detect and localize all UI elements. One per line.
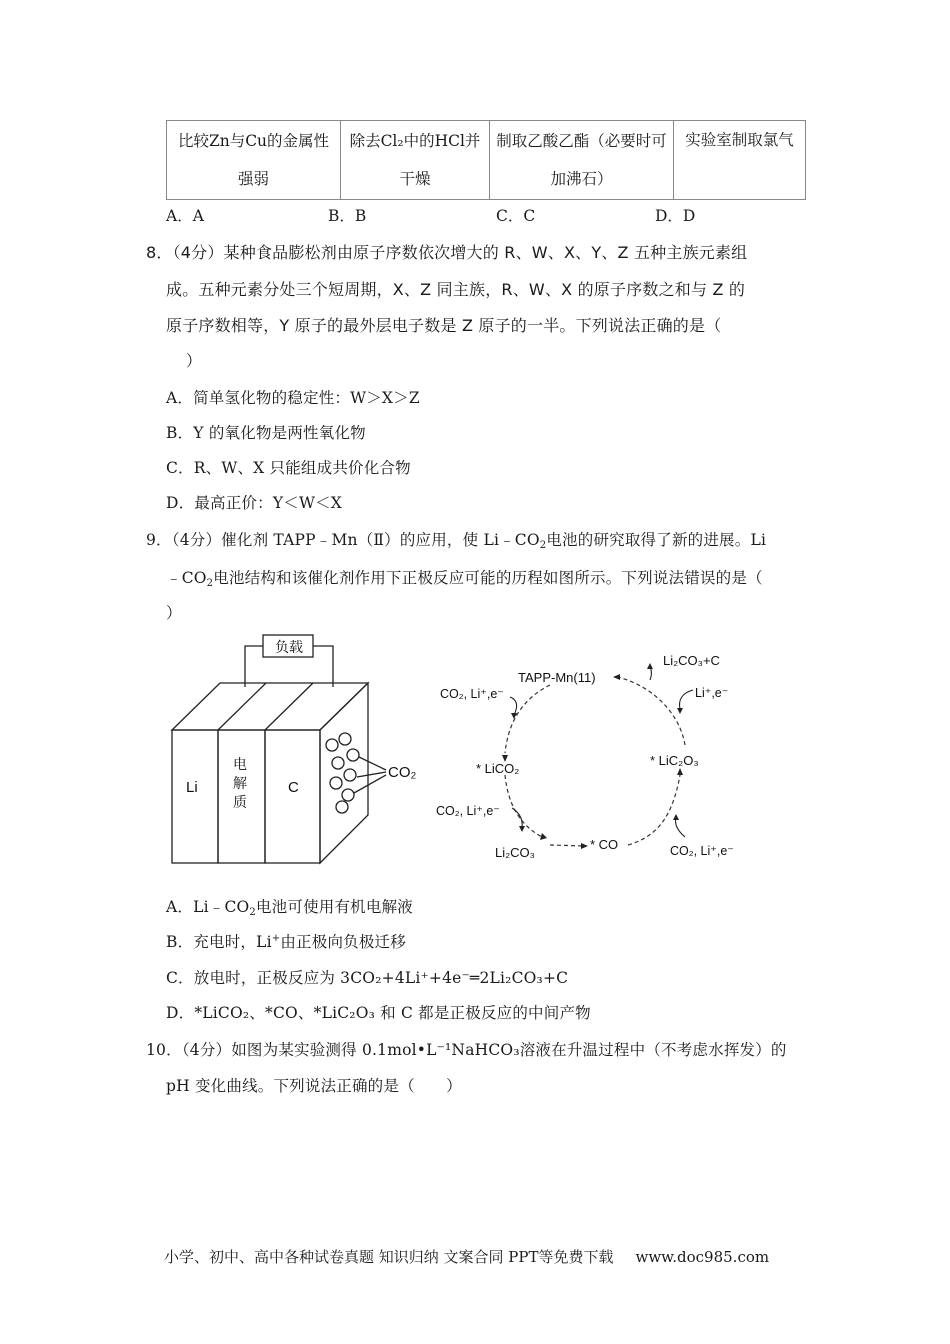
reagent-label: CO₂, Li⁺,e⁻ bbox=[440, 687, 504, 701]
arrowhead bbox=[647, 663, 653, 669]
q8-option-b[interactable]: B．Y 的氧化物是两性氧化物 bbox=[166, 424, 366, 442]
co2-bubble bbox=[339, 733, 351, 745]
q7-option-d[interactable]: D．D bbox=[655, 207, 696, 225]
load-wire bbox=[313, 646, 333, 687]
q10-stem-line: pH 变化曲线。下列说法正确的是（ ） bbox=[166, 1077, 462, 1095]
q10-stem-line: 10．（4分）如图为某实验测得 0.1mol•L⁻¹NaHCO₃溶液在升温过程中（不考虑水挥发）的 bbox=[146, 1041, 787, 1059]
q8-stem-line: 8．（4分）某种食品膨松剂由原子序数依次增大的 R、W、X、Y、Z 五种主族元素组 bbox=[146, 243, 748, 262]
arrowhead bbox=[519, 826, 525, 832]
arrowhead bbox=[677, 708, 683, 714]
co2-bubble bbox=[330, 777, 342, 789]
q8-stem-line: 原子序数相等，Y 原子的最外层电子数是 Z 原子的一半。下列说法正确的是（ bbox=[166, 316, 722, 335]
table-cell: 制取乙酸乙酯（必要时可加沸石） bbox=[490, 121, 674, 200]
arrowhead bbox=[677, 768, 683, 775]
q9-stem-line: ） bbox=[166, 604, 182, 622]
product-label: Li₂CO₃ bbox=[495, 845, 535, 860]
side-arrow bbox=[510, 697, 517, 715]
intermediate-label: * CO bbox=[590, 837, 619, 852]
product-label: Li₂CO₃+C bbox=[663, 653, 720, 668]
side-arrow bbox=[512, 808, 522, 828]
carbon-label: C bbox=[288, 779, 299, 796]
footer-text: 小学、初中、高中各种试卷真题 知识归纳 文案合同 PPT等免费下载 bbox=[164, 1248, 614, 1266]
q8-stem-line: ） bbox=[186, 352, 202, 370]
co2-label: CO₂ bbox=[388, 764, 417, 781]
cycle-arc bbox=[628, 775, 680, 845]
arrowhead bbox=[581, 843, 588, 849]
reagent-label: CO₂, Li⁺,e⁻ bbox=[436, 804, 500, 818]
carbon-layer bbox=[265, 730, 320, 863]
battery-top bbox=[172, 683, 368, 730]
q8-option-a[interactable]: A．简单氢化物的稳定性：W＞X＞Z bbox=[166, 389, 420, 407]
intermediate-label: * LiCO₂ bbox=[476, 761, 520, 776]
side-arrowheads bbox=[511, 663, 683, 832]
intermediate-label: * LiC₂O₃ bbox=[650, 753, 699, 768]
li-label: Li bbox=[186, 779, 198, 796]
table-cell: 比较Zn与Cu的金属性强弱 bbox=[167, 121, 341, 200]
co2-bubble bbox=[326, 739, 338, 751]
q7-option-b[interactable]: B．B bbox=[328, 207, 367, 225]
load-wire bbox=[245, 646, 263, 687]
table-cell: 除去Cl₂中的HCl并干燥 bbox=[341, 121, 490, 200]
co2-bubble bbox=[332, 757, 344, 769]
co2-bubble bbox=[347, 749, 359, 761]
catalyst-label: TAPP-Mn(11) bbox=[518, 670, 596, 685]
experiment-table bbox=[166, 120, 806, 200]
q8-option-d[interactable]: D．最高正价：Y＜W＜X bbox=[166, 494, 343, 512]
q7-option-c[interactable]: C．C bbox=[496, 207, 536, 225]
q8-option-c[interactable]: C．R、W、X 只能组成共价化合物 bbox=[166, 459, 411, 477]
battery-diagram bbox=[172, 635, 386, 863]
side-arrow bbox=[680, 690, 693, 709]
electrolyte-label: 电 bbox=[233, 756, 247, 772]
load-label: 负载 bbox=[275, 639, 303, 655]
electrolyte-label: 质 bbox=[233, 794, 247, 810]
q9-figure bbox=[150, 625, 800, 880]
footer-url[interactable]: www.doc985.com bbox=[635, 1248, 770, 1266]
arrowhead bbox=[511, 713, 517, 719]
cycle-arc bbox=[550, 845, 585, 846]
cycle-arc bbox=[618, 677, 685, 745]
q9-stem-line: $﹣CO_2$电池结构和该催化剂作用下正极反应可能的历程如图所示。下列说法错误的是（ bbox=[166, 569, 763, 589]
q9-option-c[interactable]: C．放电时，正极反应为 3CO₂+4Li⁺+4e⁻═2Li₂CO₃+C bbox=[166, 969, 569, 987]
co2-bubble bbox=[336, 801, 348, 813]
q7-option-a[interactable]: A．A bbox=[166, 207, 204, 225]
arrowhead bbox=[673, 814, 679, 820]
electrolyte-label: 解 bbox=[233, 775, 247, 791]
side-arrow bbox=[675, 818, 685, 837]
cycle-arc bbox=[505, 685, 550, 753]
reagent-label: CO₂, Li⁺,e⁻ bbox=[670, 844, 734, 858]
reagent-label: Li⁺,e⁻ bbox=[695, 686, 729, 700]
q9-option-d[interactable]: D．*LiCO₂、*CO、*LiC₂O₃ 和 C 都是正极反应的中间产物 bbox=[166, 1004, 591, 1022]
co2-bubble bbox=[342, 789, 354, 801]
q9-option-b[interactable]: B．充电时，Li+由正极向负极迁移 bbox=[166, 933, 406, 951]
q8-stem-line: 成。五种元素分处三个短周期，X、Z 同主族，R、W、X 的原子序数之和与 Z 的 bbox=[166, 280, 746, 299]
page-footer bbox=[164, 1246, 769, 1267]
arrowhead bbox=[613, 674, 620, 680]
co2-bubble bbox=[344, 769, 356, 781]
q9-option-a[interactable]: A．$Li﹣CO_2$电池可使用有机电解液 bbox=[166, 898, 413, 918]
table-cell: 实验室制取氯气 bbox=[674, 121, 806, 200]
li-layer bbox=[172, 730, 218, 863]
q9-stem-line: 9．（4分）催化剂 TAPP﹣Mn（Ⅱ）的应用，使 $Li﹣CO_2$电池的研究取得了新的进展。Li bbox=[146, 531, 767, 551]
arrowhead bbox=[540, 833, 547, 840]
